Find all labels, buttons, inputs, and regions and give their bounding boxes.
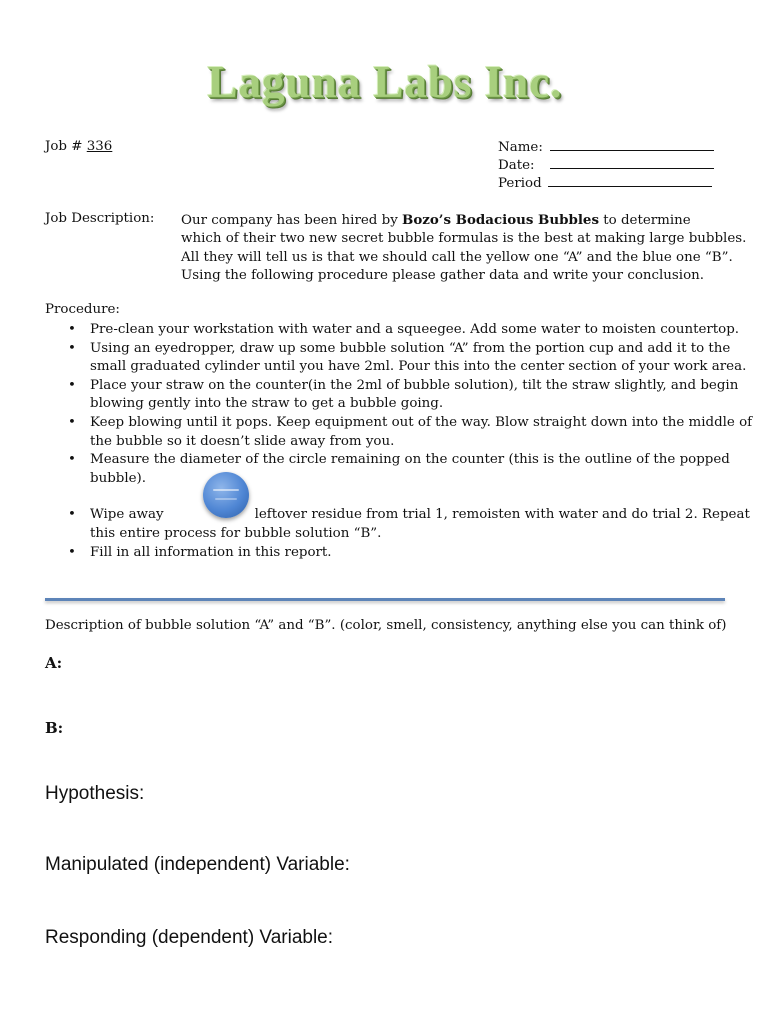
bubble-image (203, 472, 249, 518)
procedure-step-line: • Measure the diameter of the circle remaining on the counter (this is the outline of the popped (90, 452, 730, 468)
period-blank[interactable] (548, 175, 712, 187)
client-name: Bozo’s Bodacious Bubbles (402, 212, 599, 228)
procedure-step (45, 414, 753, 451)
procedure-list (45, 321, 753, 562)
procedure-step-line: • Place your straw on the counter(in the 2ml of bubble solution), tilt the straw slightly, and begin (90, 377, 739, 393)
responding-variable-heading: Responding (dependent) Variable: (45, 927, 334, 948)
period-label: Period (498, 176, 542, 191)
solution-b-label: B: (45, 719, 64, 737)
job-description-line: Using the following procedure please gather data and write your conclusion. (181, 268, 705, 284)
job-description-line: All they will tell us is that we should call the yellow one “A” and the blue one “B”. (181, 249, 733, 265)
date-field[interactable] (498, 157, 714, 173)
manipulated-variable-heading: Manipulated (independent) Variable: (45, 854, 350, 875)
company-logo: Laguna Labs Inc. (207, 57, 563, 107)
procedure-step (45, 506, 750, 543)
wipe-away-text: Wipe away (90, 507, 164, 523)
procedure-step-line: this entire process for bubble solution “B”. (90, 525, 382, 541)
residue-text: leftover residue from trial 1, remoisten with water and do trial 2. Repeat (254, 507, 750, 523)
procedure-step (45, 321, 745, 340)
period-field[interactable] (498, 175, 712, 191)
procedure-step-line: blowing gently into the straw to get a bubble going. (90, 396, 444, 412)
procedure-step (45, 340, 745, 377)
procedure-step-line: bubble). (90, 470, 147, 486)
date-label: Date: (498, 158, 535, 173)
job-number (45, 139, 112, 154)
procedure-step-line: • Using an eyedropper, draw up some bubble solution “A” from the portion cup and add it to the (90, 340, 731, 356)
procedure-step-line: small graduated cylinder until you have 2ml. Pour this into the center section of your work area. (90, 359, 747, 375)
procedure-step-line: the bubble so it doesn’t slide away from you. (90, 433, 395, 449)
procedure-step (45, 377, 745, 414)
procedure-step (45, 451, 745, 488)
solution-a-label: A: (45, 654, 63, 672)
section-divider (45, 598, 725, 601)
job-description-label: Job Description: (45, 211, 155, 226)
description-prompt: Description of bubble solution “A” and “B”. (color, smell, consistency, anything else you can think of) (45, 618, 727, 633)
hypothesis-heading: Hypothesis: (45, 783, 145, 804)
procedure-step-line (90, 506, 750, 525)
date-blank[interactable] (550, 157, 714, 169)
name-field[interactable] (498, 139, 714, 155)
procedure-step-line: • Keep blowing until it pops. Keep equipment out of the way. Blow straight down into the middle of (90, 414, 753, 430)
procedure-heading: Procedure: (45, 302, 120, 317)
job-number-value: 336 (86, 139, 113, 154)
job-description-intro-end: to determine (599, 213, 691, 228)
job-number-label: Job # (45, 139, 87, 154)
job-description-line: which of their two new secret bubble formulas is the best at making large bubbles. (181, 231, 747, 247)
procedure-step (45, 544, 745, 563)
procedure-step-line: • Fill in all information in this report. (90, 544, 332, 560)
name-blank[interactable] (550, 139, 714, 151)
procedure-step-line: • Pre-clean your workstation with water and a squeegee. Add some water to moisten countertop. (90, 322, 740, 337)
job-description-text (181, 211, 747, 286)
job-description-intro: Our company has been hired by (181, 213, 403, 228)
name-label: Name: (498, 140, 543, 155)
